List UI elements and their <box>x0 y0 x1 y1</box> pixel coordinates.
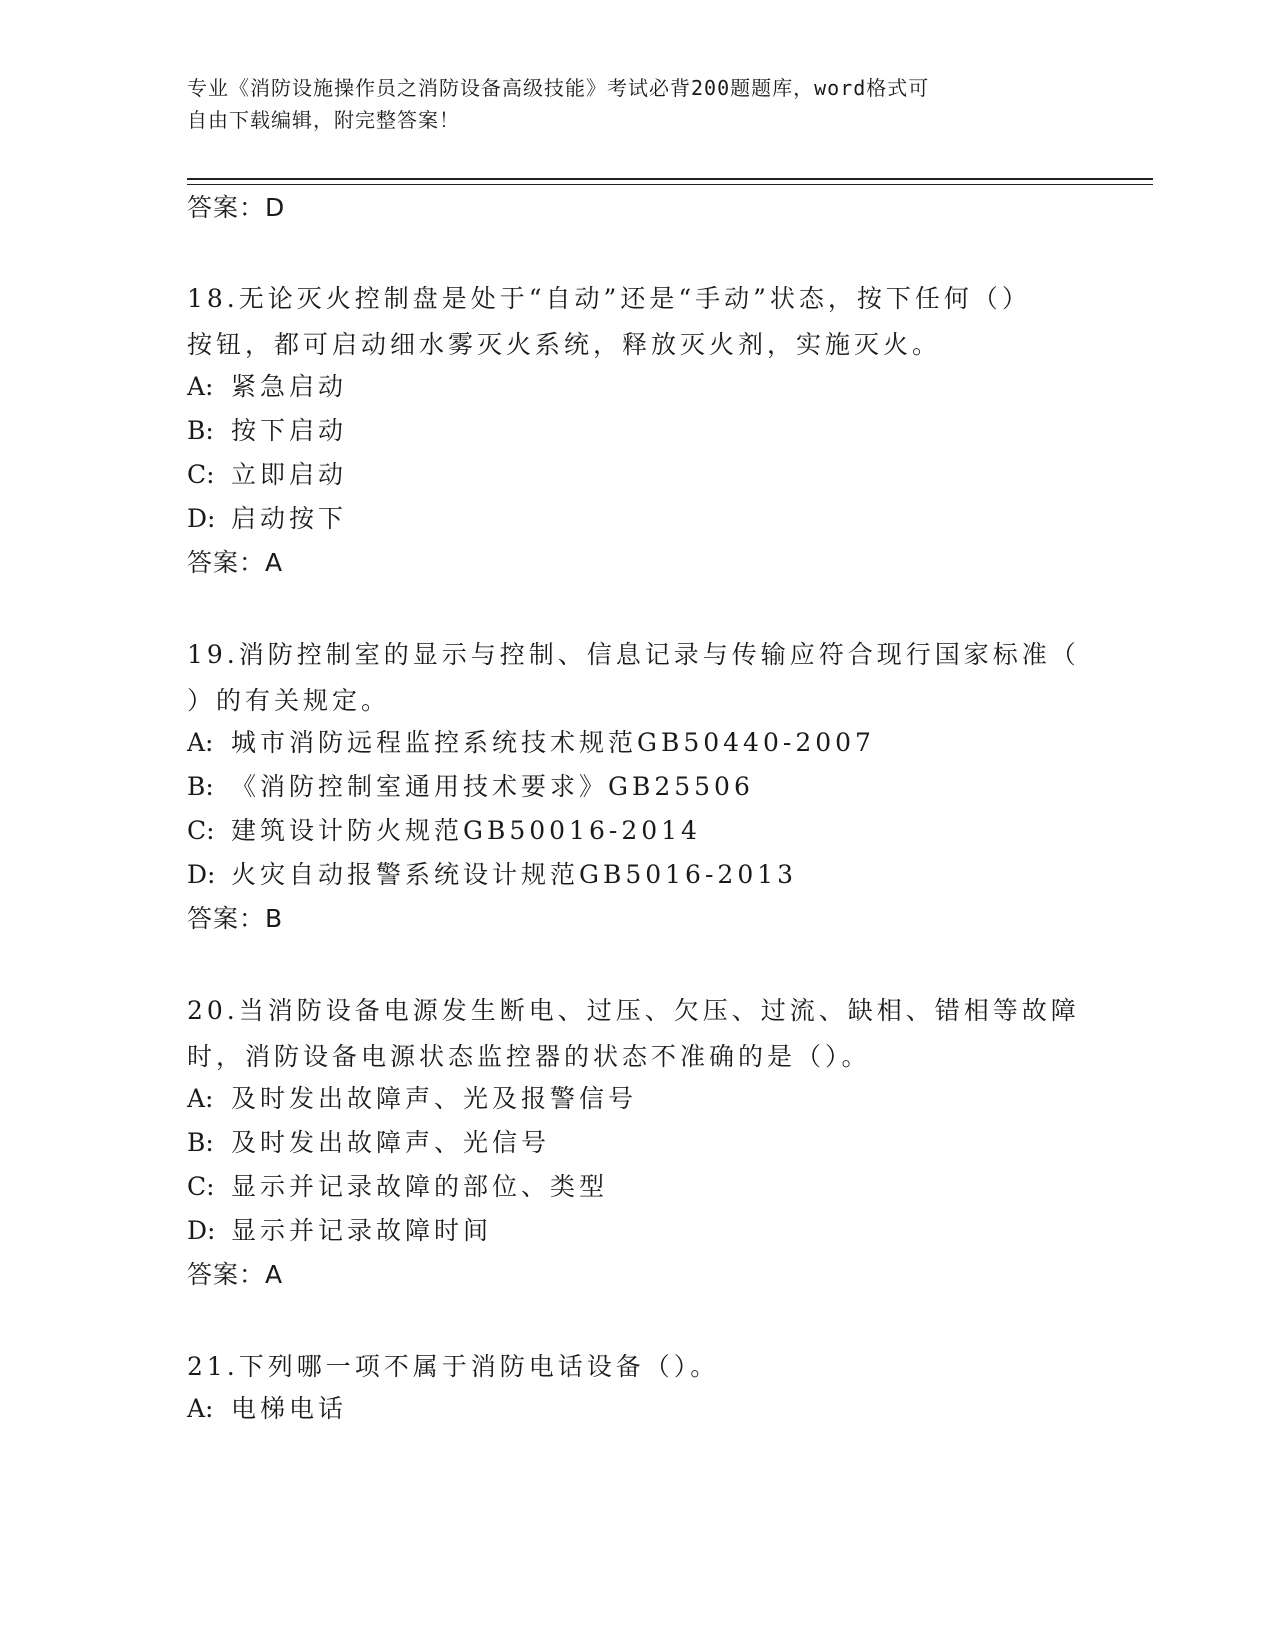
header-line-2: 自由下载编辑，附完整答案！ <box>187 108 460 132</box>
answer-label: 答案： <box>187 904 266 933</box>
answer-label: 答案： <box>187 1260 266 1289</box>
option-text: 立即启动 <box>231 460 348 489</box>
option-text: 及时发出故障声、光及报警信号 <box>231 1084 638 1113</box>
option-text: 显示并记录故障时间 <box>231 1216 493 1245</box>
option-b <box>187 772 754 802</box>
question-18-text <box>187 276 1087 368</box>
option-key: D: <box>187 860 216 889</box>
option-a <box>187 1084 637 1114</box>
option-text: 火灾自动报警系统设计规范GB5016-2013 <box>231 860 798 889</box>
option-key: C: <box>187 1172 215 1201</box>
answer-value: A <box>265 548 284 577</box>
question-text-line: 21.下列哪一项不属于消防电话设备（）。 <box>187 1352 720 1381</box>
option-key: A: <box>187 1084 214 1113</box>
option-key: C: <box>187 460 215 489</box>
answer-line <box>187 548 283 578</box>
option-key: A: <box>187 1394 214 1423</box>
question-text-line: 18.无论灭火控制盘是处于“自动”还是“手动”状态，按下任何（） <box>187 284 1031 313</box>
option-c <box>187 816 701 846</box>
question-20-text <box>187 988 1087 1080</box>
option-text: 《消防控制室通用技术要求》GB25506 <box>231 772 754 801</box>
option-text: 按下启动 <box>231 416 348 445</box>
answer-line <box>187 904 283 934</box>
option-a <box>187 728 875 758</box>
question-text-line: 时，消防设备电源状态监控器的状态不准确的是（）。 <box>187 1042 871 1071</box>
option-text: 建筑设计防火规范GB50016-2014 <box>231 816 701 845</box>
header-line-1: 专业《消防设施操作员之消防设备高级技能》考试必背200题题库，word格式可 <box>187 76 930 100</box>
option-a <box>187 372 347 402</box>
option-a <box>187 1394 347 1424</box>
answer-line <box>187 193 285 223</box>
answer-label: 答案： <box>187 548 266 577</box>
answer-value: A <box>265 1260 284 1289</box>
answer-line <box>187 1260 283 1290</box>
option-text: 启动按下 <box>231 504 348 533</box>
option-key: B: <box>187 1128 214 1157</box>
option-text: 城市消防远程监控系统技术规范GB50440-2007 <box>231 728 875 757</box>
answer-label: 答案： <box>187 193 266 222</box>
option-text: 及时发出故障声、光信号 <box>231 1128 551 1157</box>
question-text-line: 19.消防控制室的显示与控制、信息记录与传输应符合现行国家标准（ <box>187 640 1080 669</box>
question-text-line: ）的有关规定。 <box>187 686 391 715</box>
question-21-text <box>187 1344 1087 1390</box>
option-text: 显示并记录故障的部位、类型 <box>231 1172 609 1201</box>
question-text-line: 按钮，都可启动细水雾灭火系统，释放灭火剂，实施灭火。 <box>187 330 942 359</box>
question-19-text <box>187 632 1087 724</box>
option-key: A: <box>187 372 214 401</box>
option-d <box>187 1216 492 1246</box>
option-key: D: <box>187 504 216 533</box>
option-key: B: <box>187 772 214 801</box>
option-key: B: <box>187 416 214 445</box>
option-d <box>187 860 797 890</box>
option-d <box>187 504 347 534</box>
option-b <box>187 1128 550 1158</box>
option-c <box>187 1172 608 1202</box>
question-text-line: 20.当消防设备电源发生断电、过压、欠压、过流、缺相、错相等故障 <box>187 996 1080 1025</box>
option-text: 电梯电话 <box>231 1394 348 1423</box>
header-divider-thick <box>187 178 1153 180</box>
document-header <box>187 72 1067 136</box>
answer-value: D <box>265 193 286 222</box>
answer-value: B <box>265 904 284 933</box>
option-key: C: <box>187 816 215 845</box>
option-c <box>187 460 347 490</box>
option-b <box>187 416 347 446</box>
option-key: D: <box>187 1216 216 1245</box>
option-key: A: <box>187 728 214 757</box>
option-text: 紧急启动 <box>231 372 348 401</box>
header-divider-thin <box>187 184 1153 185</box>
